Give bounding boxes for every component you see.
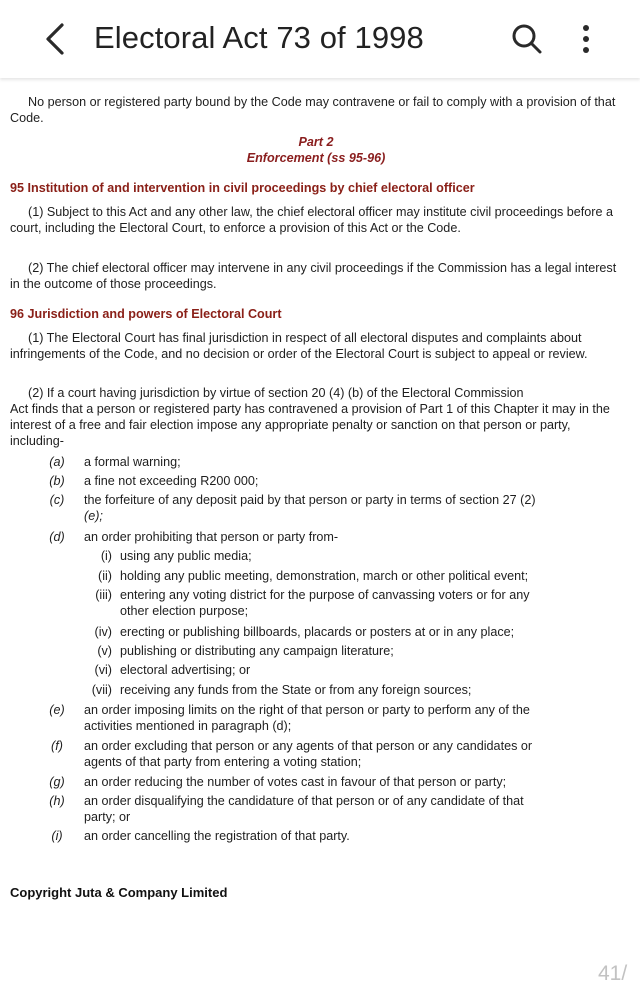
more-options-button[interactable] bbox=[574, 20, 598, 58]
item-label: (c) bbox=[49, 493, 65, 507]
more-vertical-icon bbox=[574, 20, 598, 58]
item-label: (e) bbox=[49, 703, 65, 717]
search-icon bbox=[508, 20, 546, 58]
subitem-text: electoral advertising; or bbox=[120, 663, 251, 677]
item-text: an order cancelling the registration of that party. bbox=[84, 829, 350, 843]
section-95-subsection-2: (2) The chief electoral officer may intervene in any civil proceedings if the Commission has a legal interest in the outcome of those proceedings. bbox=[10, 261, 617, 291]
item-text: an order imposing limits on the right of that person or party to perform any of the bbox=[84, 703, 530, 717]
page-indicator: 41/ bbox=[598, 962, 628, 985]
copyright-notice: Copyright Juta & Company Limited bbox=[10, 885, 228, 900]
part-subtitle: Enforcement (ss 95-96) bbox=[246, 151, 386, 165]
subitem-text-continued: other election purpose; bbox=[120, 604, 249, 618]
subitem-label: (v) bbox=[97, 644, 112, 658]
item-label: (g) bbox=[49, 775, 65, 789]
part-title: Part 2 bbox=[298, 135, 334, 149]
item-text: an order excluding that person or any agents of that person or any candidates or bbox=[84, 739, 533, 753]
section-96-subsection-1: (1) The Electoral Court has final jurisdiction in respect of all electoral disputes and complaints about infringements of the Code, and no decision or order of the Electoral Court is subject to appeal or review. bbox=[10, 331, 588, 361]
subitem-text: receiving any funds from the State or from any foreign sources; bbox=[120, 683, 472, 697]
item-label: (d) bbox=[49, 530, 65, 544]
item-text-continued: (e); bbox=[84, 509, 103, 523]
search-button[interactable] bbox=[508, 20, 546, 58]
item-label: (h) bbox=[49, 794, 65, 808]
item-text: a fine not exceeding R200 000; bbox=[84, 474, 259, 488]
subitem-text: erecting or publishing billboards, placards or posters at or in any place; bbox=[120, 625, 515, 639]
item-text-continued: party; or bbox=[84, 810, 131, 824]
section-96-subsection-2-rest: Act finds that a person or registered party has contravened a provision of Part 1 of this Chapter it may in the interest of a free and fair election impose any appropriate penalty or sanction on that person or party, including- bbox=[10, 402, 610, 448]
item-text-continued: activities mentioned in paragraph (d); bbox=[84, 719, 292, 733]
subitem-label: (iv) bbox=[94, 625, 112, 639]
section-95-heading: 95 Institution of and intervention in civil proceedings by chief electoral officer bbox=[10, 181, 475, 195]
item-label: (b) bbox=[49, 474, 65, 488]
item-text: an order disqualifying the candidature of that person or of any candidate of that bbox=[84, 794, 524, 808]
section-95-subsection-1: (1) Subject to this Act and any other law, the chief electoral officer may institute civil proceedings before a court, including the Electoral Court, to enforce a provision of this Act or the Code. bbox=[10, 205, 613, 235]
item-label: (f) bbox=[51, 739, 63, 753]
item-label: (i) bbox=[51, 829, 63, 843]
subitem-label: (vi) bbox=[94, 663, 112, 677]
item-text: a formal warning; bbox=[84, 455, 181, 469]
subitem-label: (vii) bbox=[91, 683, 112, 697]
item-text-continued: agents of that party from entering a voting station; bbox=[84, 755, 362, 769]
app-bar bbox=[0, 0, 640, 78]
subitem-text: entering any voting district for the purpose of canvassing voters or for any bbox=[120, 588, 530, 602]
chevron-left-icon bbox=[38, 18, 74, 60]
section-96-subsection-2-line1: (2) If a court having jurisdiction by virtue of section 20 (4) (b) of the Electoral Commission bbox=[28, 386, 524, 400]
item-text: an order prohibiting that person or party from- bbox=[84, 530, 339, 544]
subitem-text: publishing or distributing any campaign literature; bbox=[120, 644, 394, 658]
intro-paragraph: No person or registered party bound by the Code may contravene or fail to comply with a provision of that Code. bbox=[10, 95, 616, 125]
subitem-label: (i) bbox=[100, 549, 112, 563]
item-text: the forfeiture of any deposit paid by that person or party in terms of section 27 (2) bbox=[84, 493, 536, 507]
subitem-text: holding any public meeting, demonstration, march or other political event; bbox=[120, 569, 529, 583]
subitem-text: using any public media; bbox=[120, 549, 252, 563]
subitem-label: (iii) bbox=[95, 588, 112, 602]
page-title: Electoral Act 73 of 1998 bbox=[94, 20, 424, 55]
item-label: (a) bbox=[49, 455, 65, 469]
section-96-heading: 96 Jurisdiction and powers of Electoral Court bbox=[10, 307, 282, 321]
back-button[interactable] bbox=[38, 18, 74, 60]
subitem-label: (ii) bbox=[98, 569, 112, 583]
item-text: an order reducing the number of votes cast in favour of that person or party; bbox=[84, 775, 507, 789]
